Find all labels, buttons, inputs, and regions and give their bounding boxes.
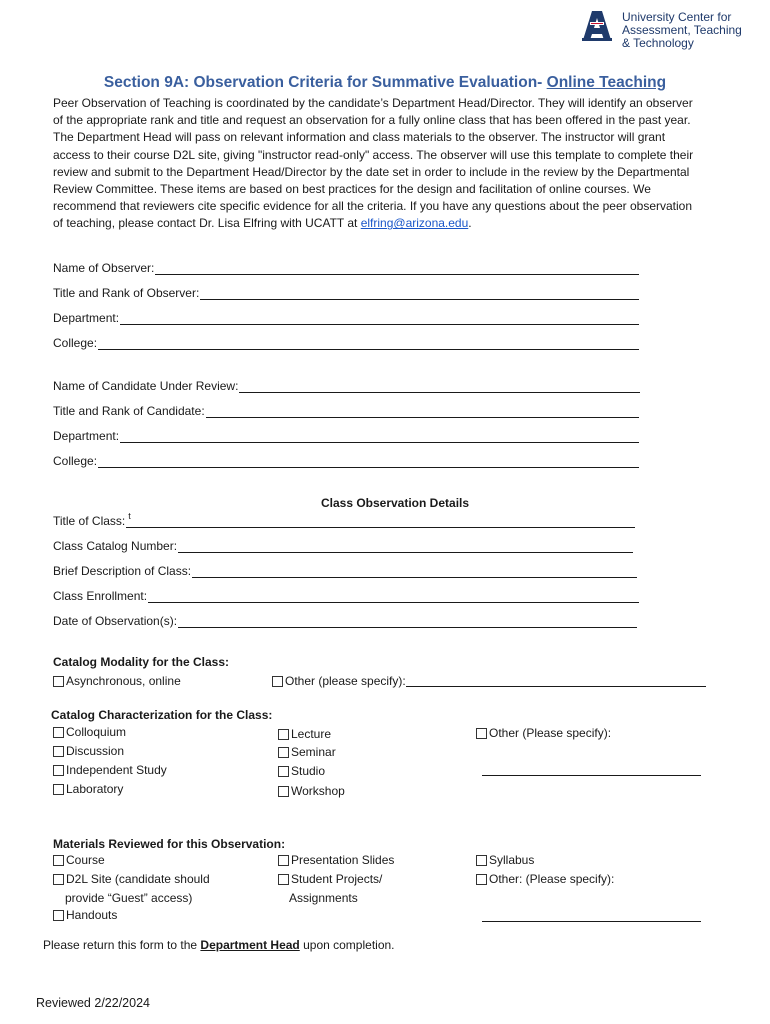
observer-college-line[interactable] — [98, 337, 639, 350]
modality-other-checkbox[interactable] — [272, 674, 706, 688]
candidate-college-label: College: — [53, 454, 98, 468]
material-slides-checkbox[interactable] — [278, 853, 394, 867]
char-discussion-label: Discussion — [66, 744, 125, 758]
checkbox-icon[interactable] — [53, 784, 64, 795]
char-laboratory-checkbox[interactable] — [53, 782, 123, 796]
checkbox-icon[interactable] — [278, 786, 289, 797]
checkbox-icon[interactable] — [476, 728, 487, 739]
candidate-name-label: Name of Candidate Under Review: — [53, 379, 239, 393]
materials-heading: Materials Reviewed for this Observation: — [53, 837, 286, 851]
observer-department-line[interactable] — [120, 312, 639, 325]
logo-line-2: Assessment, Teaching — [622, 23, 742, 37]
char-workshop-label: Workshop — [291, 784, 345, 798]
intro-text: Peer Observation of Teaching is coordinated by the candidate’s Department Head/Director. They will identify an observer of the appropriate rank and title and request an observation for a fully online class that has been offered in the past year. The Department Head will pass on relevant information and class materials to the observer. The instructor will grant access to their course D2L site, giving "instructor read-only" access. The observer will use this template to complete their review and submit to the Department Head/Director by the date set in order to include in the review by the Departmental Review Committee. These items are based on best practices for the design and facilitation of online courses. We recommend that reviewers cite specific evidence for all the criteria. If you have any questions about the peer observation of teaching, please contact Dr. Lisa Elfring with UCATT at — [53, 96, 694, 231]
closing-after: upon completion. — [299, 938, 395, 952]
modality-async-label: Asynchronous, online — [66, 674, 181, 688]
class-enrollment-field[interactable] — [53, 587, 639, 603]
class-enrollment-line[interactable] — [148, 590, 639, 603]
checkbox-icon[interactable] — [53, 874, 64, 885]
candidate-title-line[interactable] — [206, 405, 639, 418]
material-other-checkbox[interactable] — [476, 872, 614, 886]
char-studio-checkbox[interactable] — [278, 764, 325, 778]
char-studio-label: Studio — [291, 764, 326, 778]
material-d2l-label: D2L Site (candidate should — [66, 872, 210, 886]
observation-date-label: Date of Observation(s): — [53, 614, 178, 628]
logo-wordmark — [622, 11, 742, 50]
material-syllabus-label: Syllabus — [489, 853, 535, 867]
char-lecture-label: Lecture — [291, 727, 332, 741]
checkbox-icon[interactable] — [53, 855, 64, 866]
checkbox-icon[interactable] — [53, 727, 64, 738]
class-enrollment-label: Class Enrollment: — [53, 589, 148, 603]
observer-name-field[interactable] — [53, 259, 639, 275]
checkbox-icon[interactable] — [476, 874, 487, 885]
material-handouts-label: Handouts — [66, 908, 118, 922]
class-title-field[interactable] — [53, 512, 635, 528]
candidate-college-field[interactable] — [53, 452, 639, 468]
observation-date-field[interactable] — [53, 612, 637, 628]
checkbox-icon[interactable] — [53, 676, 64, 687]
observer-college-label: College: — [53, 336, 98, 350]
page-title — [0, 74, 770, 92]
catalog-number-label: Class Catalog Number: — [53, 539, 178, 553]
material-d2l-label-cont: provide “Guest” access) — [65, 891, 193, 905]
contact-email-link[interactable]: elfring@arizona.edu — [360, 216, 469, 231]
closing-bold: Department Head — [200, 938, 300, 952]
char-discussion-checkbox[interactable] — [53, 744, 124, 758]
checkbox-icon[interactable] — [278, 747, 289, 758]
observer-college-field[interactable] — [53, 334, 639, 350]
checkbox-icon[interactable] — [53, 746, 64, 757]
candidate-department-line[interactable] — [120, 430, 639, 443]
checkbox-icon[interactable] — [278, 766, 289, 777]
observer-name-label: Name of Observer: — [53, 261, 155, 275]
material-slides-label: Presentation Slides — [291, 853, 395, 867]
char-colloquium-checkbox[interactable] — [53, 725, 126, 739]
char-workshop-checkbox[interactable] — [278, 784, 345, 798]
char-lecture-checkbox[interactable] — [278, 727, 331, 741]
closing-before: Please return this form to the — [43, 938, 201, 952]
logo-line-1: University Center for — [622, 10, 732, 24]
char-other-line[interactable] — [482, 774, 701, 776]
candidate-department-field[interactable] — [53, 427, 639, 443]
material-handouts-checkbox[interactable] — [53, 908, 117, 922]
char-seminar-label: Seminar — [291, 745, 336, 759]
modality-other-label: Other (please specify): — [285, 674, 406, 688]
candidate-name-line[interactable] — [239, 380, 640, 393]
observer-department-label: Department: — [53, 311, 120, 325]
checkbox-icon[interactable] — [278, 729, 289, 740]
observation-date-line[interactable] — [178, 615, 637, 628]
logo-line-3: & Technology — [622, 36, 694, 50]
material-other-label: Other: (Please specify): — [489, 872, 615, 886]
modality-heading: Catalog Modality for the Class: — [53, 655, 230, 669]
char-other-checkbox[interactable] — [476, 726, 611, 740]
catalog-number-field[interactable] — [53, 537, 633, 553]
char-independent-study-label: Independent Study — [66, 763, 167, 777]
intro-end: . — [468, 216, 472, 231]
observer-department-field[interactable] — [53, 309, 639, 325]
class-details-heading: Class Observation Details — [320, 496, 470, 510]
char-seminar-checkbox[interactable] — [278, 745, 336, 759]
observer-title-line[interactable] — [200, 287, 639, 300]
observer-title-label: Title and Rank of Observer: — [53, 286, 200, 300]
class-description-label: Brief Description of Class: — [53, 564, 192, 578]
material-d2l-checkbox[interactable] — [53, 872, 210, 886]
modality-async-checkbox[interactable] — [53, 674, 181, 688]
class-title-line[interactable] — [126, 511, 635, 528]
char-laboratory-label: Laboratory — [66, 782, 124, 796]
university-logo-icon — [582, 10, 612, 42]
char-other-label: Other (Please specify): — [489, 726, 612, 740]
checkbox-icon[interactable] — [278, 874, 289, 885]
material-course-label: Course — [66, 853, 105, 867]
title-main: Section 9A: Observation Criteria for Summative Evaluation- — [103, 74, 547, 91]
class-description-line[interactable] — [192, 565, 637, 578]
class-title-label: Title of Class: — [53, 514, 126, 528]
material-projects-checkbox[interactable] — [278, 872, 382, 886]
candidate-title-field[interactable] — [53, 402, 639, 418]
checkbox-icon[interactable] — [272, 676, 283, 687]
candidate-title-label: Title and Rank of Candidate: — [53, 404, 205, 418]
catalog-number-line[interactable] — [178, 540, 633, 553]
material-syllabus-checkbox[interactable] — [476, 853, 534, 867]
characterization-heading: Catalog Characterization for the Class: — [51, 708, 273, 722]
class-description-field[interactable] — [53, 562, 637, 578]
title-underlined: Online Teaching — [546, 74, 667, 91]
candidate-college-line[interactable] — [98, 455, 639, 468]
candidate-department-label: Department: — [53, 429, 120, 443]
material-projects-label-cont: Assignments — [289, 891, 358, 905]
material-course-checkbox[interactable] — [53, 853, 105, 867]
checkbox-icon[interactable] — [53, 765, 64, 776]
checkbox-icon[interactable] — [476, 855, 487, 866]
class-title-hint: t — [128, 511, 131, 521]
modality-other-line[interactable] — [406, 685, 706, 687]
checkbox-icon[interactable] — [53, 910, 64, 921]
reviewed-date: Reviewed 2/22/2024 — [36, 996, 150, 1010]
closing-instruction — [43, 938, 395, 952]
candidate-name-field[interactable] — [53, 377, 640, 393]
char-colloquium-label: Colloquium — [66, 725, 127, 739]
material-projects-label: Student Projects/ — [291, 872, 383, 886]
observer-name-line[interactable] — [155, 262, 639, 275]
intro-paragraph — [53, 95, 703, 233]
checkbox-icon[interactable] — [278, 855, 289, 866]
char-independent-study-checkbox[interactable] — [53, 763, 167, 777]
material-other-line[interactable] — [482, 920, 701, 922]
observer-title-field[interactable] — [53, 284, 639, 300]
